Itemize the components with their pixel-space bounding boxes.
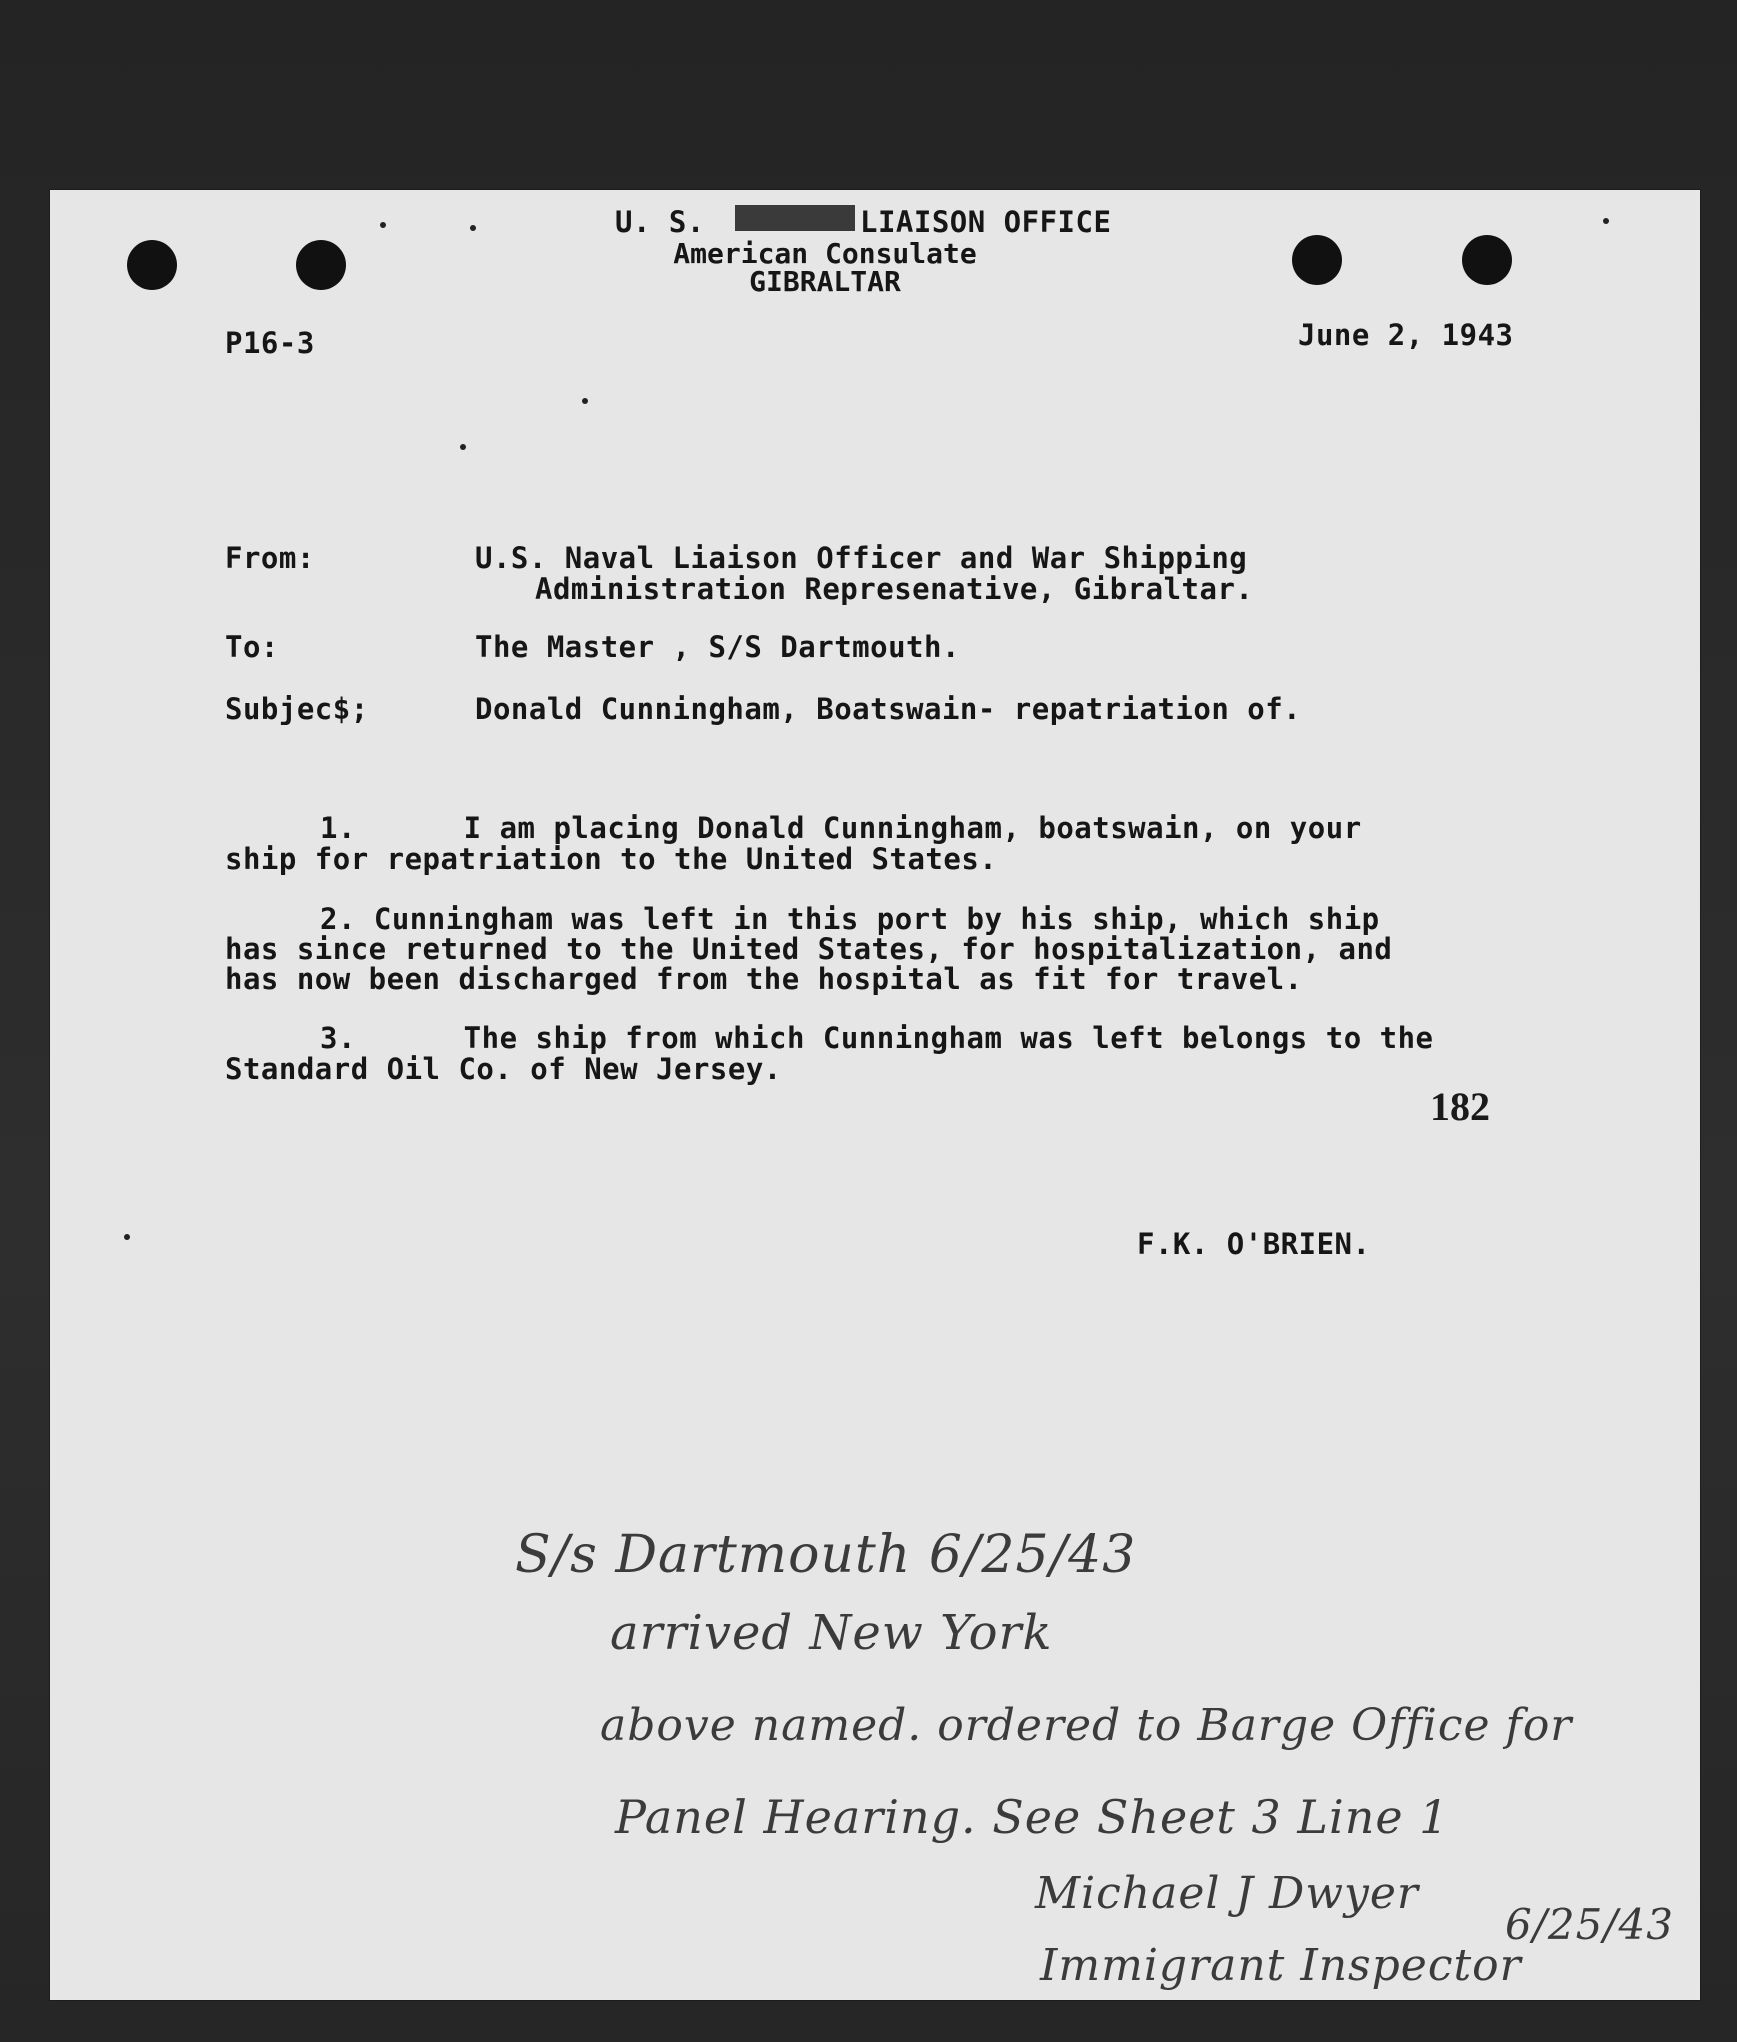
paragraph-2-line2: has since returned to the United States, for hospitalization, and [225, 932, 1393, 966]
handwritten-signature: Michael J Dwyer [1035, 1868, 1419, 1919]
speck [1603, 218, 1609, 224]
to-value: The Master , S/S Dartmouth. [475, 630, 960, 664]
redaction-mark [735, 205, 855, 231]
punch-hole-2 [296, 240, 346, 290]
signature-block: F.K. O'BRIEN. [1137, 1227, 1371, 1261]
handwritten-line3: above named. ordered to Barge Office for [600, 1700, 1573, 1751]
paragraph-2-line1: 2. Cunningham was left in this port by his ship, which ship [320, 902, 1380, 936]
to-label: To: [225, 630, 279, 664]
paragraph-1-line1: 1. I am placing Donald Cunningham, boatswain, on your [320, 811, 1362, 845]
punch-hole-3 [1292, 235, 1342, 285]
letterhead-line3: GIBRALTAR [749, 265, 901, 298]
from-label: From: [225, 541, 315, 575]
punch-hole-1 [127, 240, 177, 290]
handwritten-line4: Panel Hearing. See Sheet 3 Line 1 [615, 1790, 1450, 1844]
letterhead-line2: American Consulate [673, 237, 977, 270]
handwritten-line2: arrived New York [610, 1605, 1053, 1661]
handwritten-line1: S/s Dartmouth 6/25/43 [515, 1525, 1137, 1585]
speck [380, 222, 386, 228]
handwritten-margin-date: 6/25/43 [1505, 1900, 1674, 1949]
subject-value: Donald Cunningham, Boatswain- repatriation of. [475, 692, 1302, 726]
handwritten-title: Immigrant Inspector [1040, 1940, 1522, 1991]
subject-label: Subjec$; [225, 692, 369, 726]
from-line1: U.S. Naval Liaison Officer and War Shipping [475, 541, 1248, 575]
speck [470, 225, 476, 231]
paragraph-1-line2: ship for repatriation to the United States. [225, 842, 998, 876]
letterhead-line1-right: LIAISON OFFICE [860, 205, 1112, 239]
from-line2: Administration Represenative, Gibraltar. [535, 572, 1254, 606]
file-code: P16-3 [225, 326, 315, 360]
speck [582, 398, 588, 404]
speck [124, 1234, 130, 1240]
paragraph-3-line1: 3. The ship from which Cunningham was left belongs to the [320, 1021, 1434, 1055]
letterhead-line1-left: U. S. [615, 205, 705, 239]
page-stamp-number: 182 [1430, 1084, 1490, 1129]
paragraph-3-line2: Standard Oil Co. of New Jersey. [225, 1052, 782, 1086]
punch-hole-4 [1462, 235, 1512, 285]
speck [460, 444, 466, 450]
paragraph-2-line3: has now been discharged from the hospital as fit for travel. [225, 962, 1303, 996]
letter-date: June 2, 1943 [1298, 318, 1514, 352]
